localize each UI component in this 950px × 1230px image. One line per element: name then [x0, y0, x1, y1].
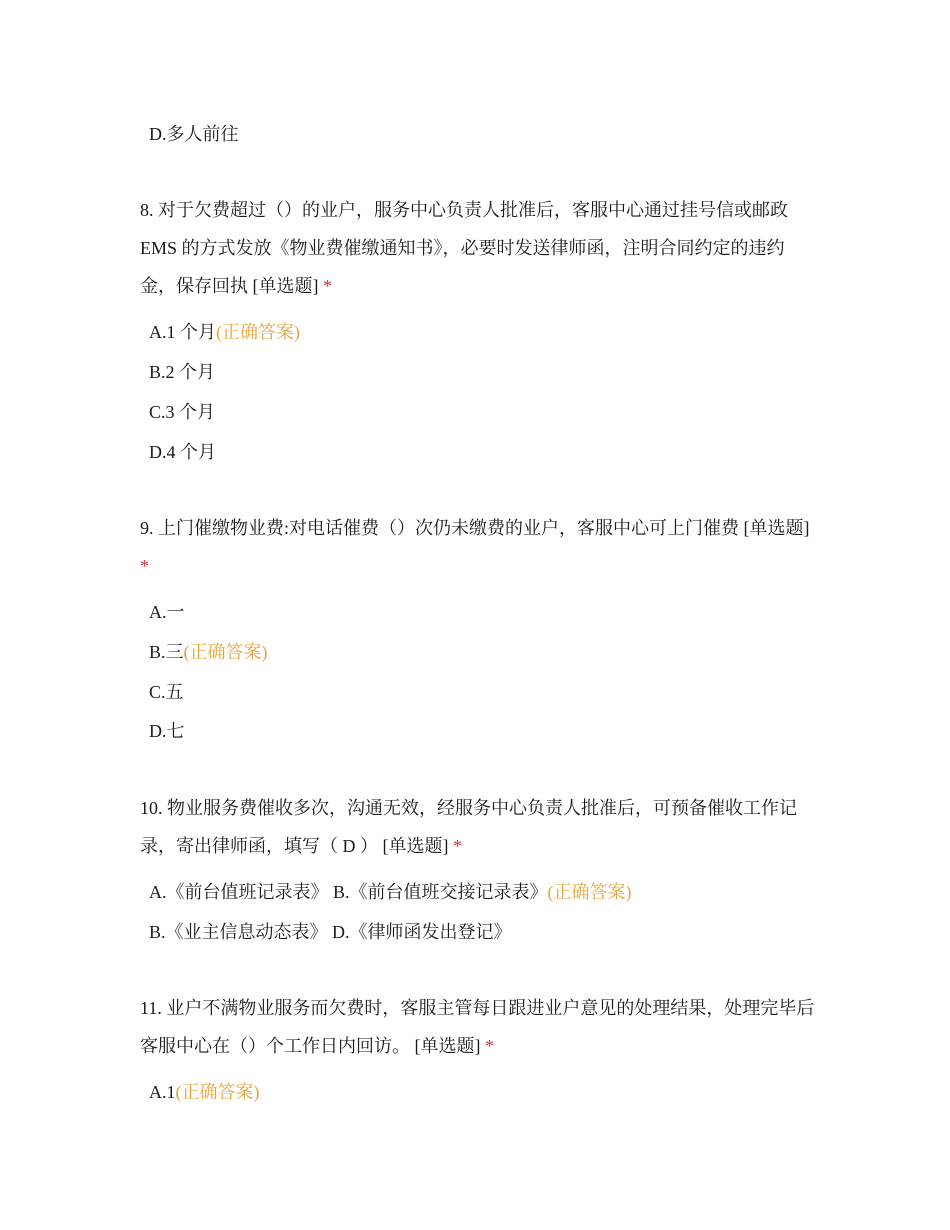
correct-answer-tag: (正确答案) — [216, 322, 300, 342]
q9-option-c[interactable] — [149, 680, 184, 704]
question-9 — [140, 509, 820, 585]
option-label: A.《前台值班记录表》 B.《前台值班交接记录表》 — [149, 882, 548, 902]
option-label: D.4 个月 — [149, 442, 216, 462]
option-prev-d[interactable] — [149, 122, 239, 146]
q10-option-row-1[interactable] — [149, 880, 632, 904]
option-label: B.2 个月 — [149, 362, 216, 382]
q8-option-d[interactable] — [149, 440, 216, 464]
question-text: 8. 对于欠费超过（）的业户，服务中心负责人批准后，客服中心通过挂号信或邮政EMS 的方式发放《物业费催缴通知书》，必要时发送律师函，注明合同约定的违约金，保存回执 [单选题] — [140, 200, 788, 296]
option-label: B.《业主信息动态表》 D.《律师函发出登记》 — [149, 922, 512, 942]
required-mark: * — [485, 1036, 494, 1056]
question-text: 11. 业户不满物业服务而欠费时，客服主管每日跟进业户意见的处理结果，处理完毕后客服中心在（）个工作日内回访。 [单选题] — [140, 998, 815, 1056]
question-text: 10. 物业服务费催收多次，沟通无效，经服务中心负责人批准后，可预备催收工作记录，寄出律师函，填写（ D ） [单选题] — [140, 798, 797, 856]
required-mark: * — [323, 276, 332, 296]
option-label: A.1 — [149, 1082, 176, 1102]
option-label: A.1 个月 — [149, 322, 216, 342]
option-label: C.3 个月 — [149, 402, 216, 422]
question-10 — [140, 789, 820, 865]
question-8 — [140, 191, 820, 305]
q9-option-a[interactable] — [149, 600, 185, 624]
required-mark: * — [140, 556, 149, 576]
q10-option-row-2[interactable] — [149, 920, 512, 944]
q9-option-d[interactable] — [149, 719, 185, 743]
option-label: A.一 — [149, 602, 185, 622]
option-label: B.三 — [149, 642, 184, 662]
correct-answer-tag: (正确答案) — [547, 882, 632, 902]
correct-answer-tag: (正确答案) — [183, 642, 268, 662]
option-label: D.七 — [149, 721, 185, 741]
q11-option-a[interactable] — [149, 1080, 260, 1104]
question-text: 9. 上门催缴物业费:对电话催费（）次仍未缴费的业户，客服中心可上门催费 [单选题] — [140, 518, 810, 538]
correct-answer-tag: (正确答案) — [175, 1082, 260, 1102]
q8-option-b[interactable] — [149, 360, 215, 384]
q8-option-a[interactable] — [149, 320, 300, 344]
q8-option-c[interactable] — [149, 400, 215, 424]
question-11 — [140, 989, 820, 1065]
option-label: C.五 — [149, 682, 184, 702]
q9-option-b[interactable] — [149, 640, 268, 664]
option-label: D.多人前往 — [149, 124, 239, 144]
required-mark: * — [453, 836, 462, 856]
